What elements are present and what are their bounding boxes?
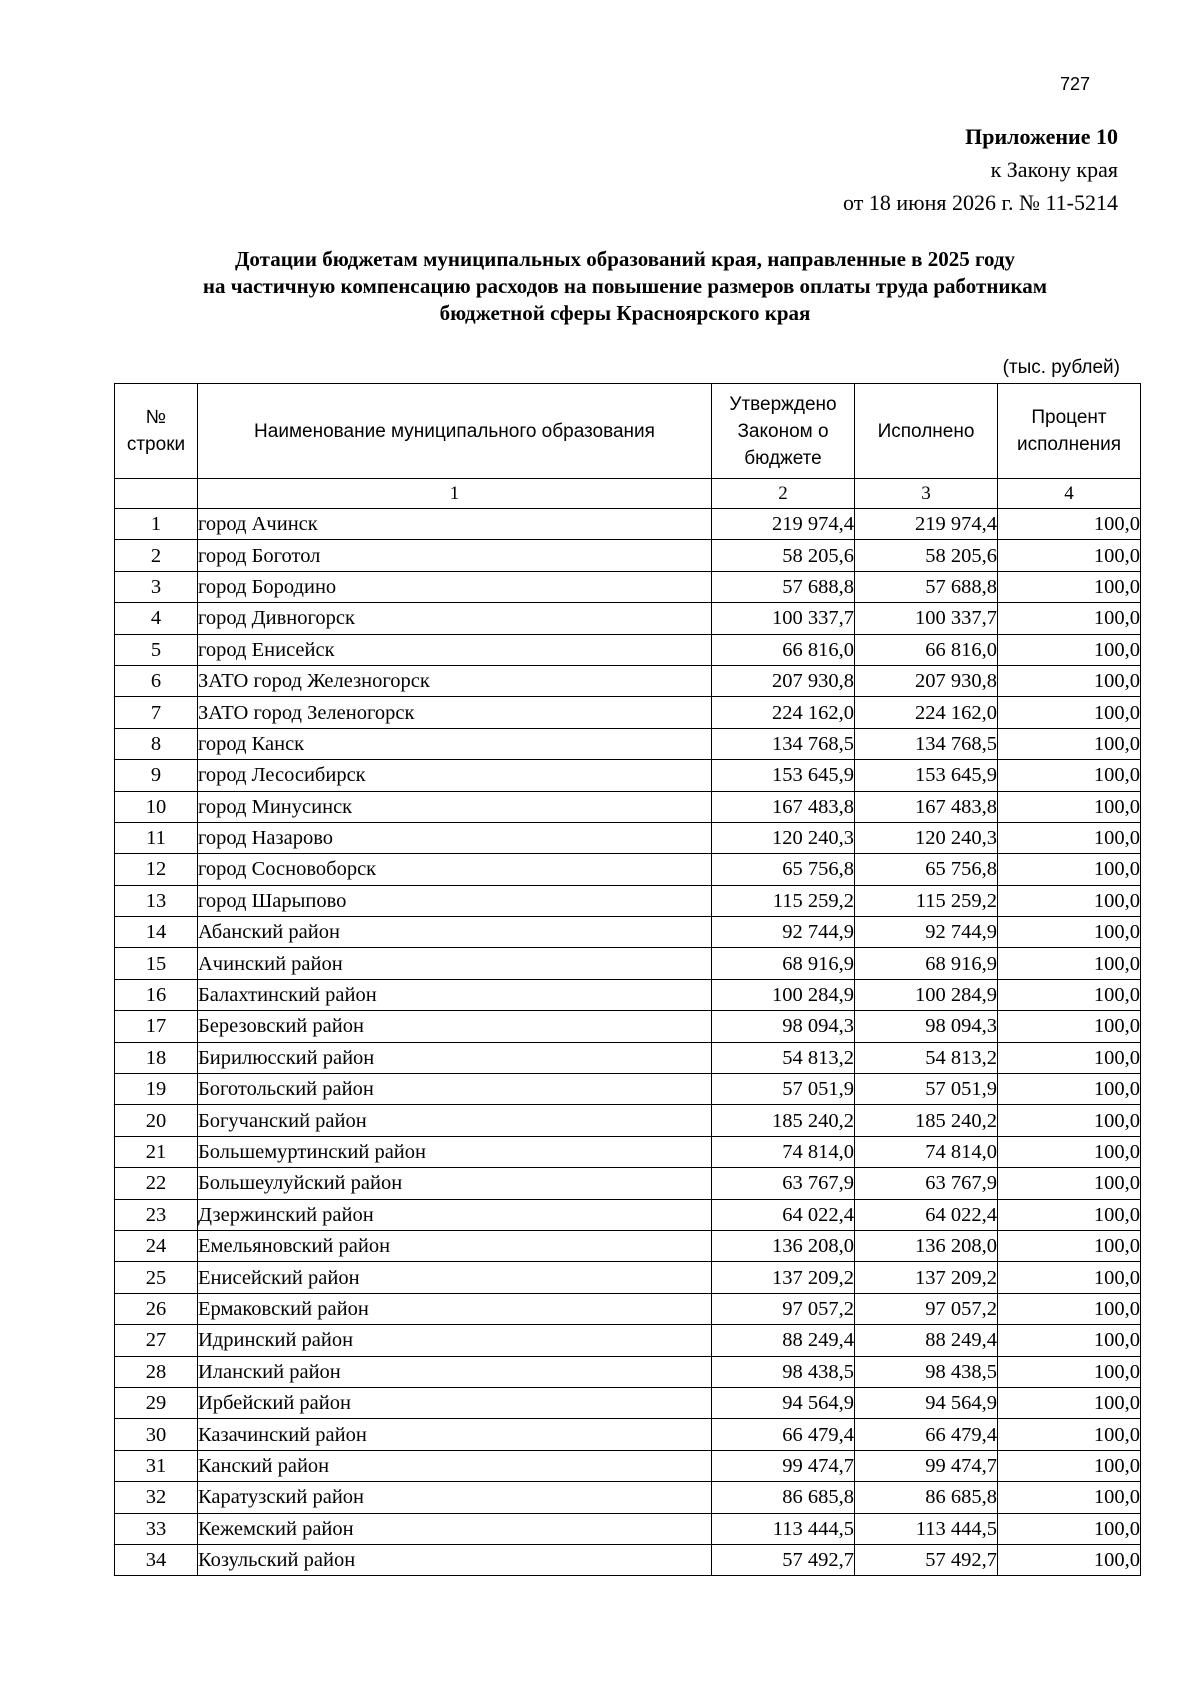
execution-percent: 100,0 <box>998 1042 1141 1073</box>
executed-amount: 65 756,8 <box>855 854 998 885</box>
municipality-name: Бирилюсский район <box>198 1042 712 1073</box>
approved-amount: 88 249,4 <box>712 1325 855 1356</box>
row-number: 32 <box>115 1482 198 1513</box>
municipality-name: город Енисейск <box>198 634 712 665</box>
approved-amount: 66 479,4 <box>712 1419 855 1450</box>
table-row <box>115 1136 1141 1167</box>
municipality-name: город Шарыпово <box>198 885 712 916</box>
row-number: 11 <box>115 822 198 853</box>
execution-percent: 100,0 <box>998 728 1141 759</box>
executed-amount: 185 240,2 <box>855 1105 998 1136</box>
row-number: 30 <box>115 1419 198 1450</box>
table-row <box>115 1042 1141 1073</box>
execution-percent: 100,0 <box>998 1168 1141 1199</box>
municipality-name: Абанский район <box>198 917 712 948</box>
table-row <box>115 603 1141 634</box>
table-row <box>115 1199 1141 1230</box>
table-row <box>115 1482 1141 1513</box>
table-row <box>115 1262 1141 1293</box>
row-number: 22 <box>115 1168 198 1199</box>
execution-percent: 100,0 <box>998 1074 1141 1105</box>
table-row <box>115 509 1141 540</box>
execution-percent: 100,0 <box>998 979 1141 1010</box>
executed-amount: 98 094,3 <box>855 1011 998 1042</box>
execution-percent: 100,0 <box>998 1482 1141 1513</box>
executed-amount: 137 209,2 <box>855 1262 998 1293</box>
executed-amount: 98 438,5 <box>855 1356 998 1387</box>
municipality-name: город Лесосибирск <box>198 760 712 791</box>
row-number: 2 <box>115 540 198 571</box>
document-title-line: бюджетной сферы Красноярского края <box>439 301 811 325</box>
municipality-name: ЗАТО город Зеленогорск <box>198 697 712 728</box>
executed-amount: 57 492,7 <box>855 1544 998 1575</box>
header-row-number: № строки <box>115 384 198 479</box>
execution-percent: 100,0 <box>998 509 1141 540</box>
execution-percent: 100,0 <box>998 1230 1141 1261</box>
executed-amount: 66 479,4 <box>855 1419 998 1450</box>
row-number: 34 <box>115 1544 198 1575</box>
municipality-name: Емельяновский район <box>198 1230 712 1261</box>
table-row <box>115 917 1141 948</box>
table-row <box>115 1293 1141 1324</box>
municipality-name: город Сосновоборск <box>198 854 712 885</box>
column-number-cell <box>115 479 198 509</box>
approved-amount: 136 208,0 <box>712 1230 855 1261</box>
approved-amount: 120 240,3 <box>712 822 855 853</box>
table-row <box>115 948 1141 979</box>
table-row <box>115 571 1141 602</box>
row-number: 4 <box>115 603 198 634</box>
approved-amount: 74 814,0 <box>712 1136 855 1167</box>
approved-amount: 66 816,0 <box>712 634 855 665</box>
approved-amount: 167 483,8 <box>712 791 855 822</box>
approved-amount: 57 492,7 <box>712 1544 855 1575</box>
table-body <box>115 509 1141 1576</box>
row-number: 3 <box>115 571 198 602</box>
execution-percent: 100,0 <box>998 1544 1141 1575</box>
executed-amount: 86 685,8 <box>855 1482 998 1513</box>
municipality-name: город Дивногорск <box>198 603 712 634</box>
approved-amount: 64 022,4 <box>712 1199 855 1230</box>
executed-amount: 54 813,2 <box>855 1042 998 1073</box>
approved-amount: 92 744,9 <box>712 917 855 948</box>
municipality-name: Козульский район <box>198 1544 712 1575</box>
execution-percent: 100,0 <box>998 1419 1141 1450</box>
executed-amount: 88 249,4 <box>855 1325 998 1356</box>
approved-amount: 94 564,9 <box>712 1387 855 1418</box>
column-number-cell: 2 <box>712 479 855 509</box>
table-row <box>115 1011 1141 1042</box>
header-approved: Утверждено Законом о бюджете <box>712 384 855 479</box>
appendix-block <box>843 120 1118 219</box>
table-row <box>115 760 1141 791</box>
approved-amount: 224 162,0 <box>712 697 855 728</box>
municipality-name: Боготольский район <box>198 1074 712 1105</box>
table-row <box>115 728 1141 759</box>
execution-percent: 100,0 <box>998 571 1141 602</box>
municipality-name: ЗАТО город Железногорск <box>198 665 712 696</box>
execution-percent: 100,0 <box>998 1513 1141 1544</box>
execution-percent: 100,0 <box>998 885 1141 916</box>
header-executed: Исполнено <box>855 384 998 479</box>
row-number: 26 <box>115 1293 198 1324</box>
approved-amount: 100 284,9 <box>712 979 855 1010</box>
executed-amount: 167 483,8 <box>855 791 998 822</box>
table-row <box>115 665 1141 696</box>
table-row <box>115 822 1141 853</box>
row-number: 10 <box>115 791 198 822</box>
execution-percent: 100,0 <box>998 603 1141 634</box>
table-row <box>115 1105 1141 1136</box>
row-number: 14 <box>115 917 198 948</box>
header-percent: Процент исполнения <box>998 384 1141 479</box>
execution-percent: 100,0 <box>998 948 1141 979</box>
executed-amount: 115 259,2 <box>855 885 998 916</box>
municipality-name: город Назарово <box>198 822 712 853</box>
row-number: 27 <box>115 1325 198 1356</box>
table-row <box>115 885 1141 916</box>
units-label: (тыс. рублей) <box>1002 357 1120 378</box>
executed-amount: 64 022,4 <box>855 1199 998 1230</box>
executed-amount: 57 688,8 <box>855 571 998 602</box>
column-number-cell: 4 <box>998 479 1141 509</box>
row-number: 19 <box>115 1074 198 1105</box>
executed-amount: 74 814,0 <box>855 1136 998 1167</box>
row-number: 15 <box>115 948 198 979</box>
executed-amount: 100 284,9 <box>855 979 998 1010</box>
execution-percent: 100,0 <box>998 540 1141 571</box>
municipality-name: Иланский район <box>198 1356 712 1387</box>
executed-amount: 153 645,9 <box>855 760 998 791</box>
row-number: 20 <box>115 1105 198 1136</box>
executed-amount: 92 744,9 <box>855 917 998 948</box>
municipality-name: Ачинский район <box>198 948 712 979</box>
appendix-title: Приложение 10 <box>965 124 1118 149</box>
municipality-name: Большеулуйский район <box>198 1168 712 1199</box>
executed-amount: 224 162,0 <box>855 697 998 728</box>
municipality-name: Кежемский район <box>198 1513 712 1544</box>
row-number: 16 <box>115 979 198 1010</box>
executed-amount: 134 768,5 <box>855 728 998 759</box>
executed-amount: 113 444,5 <box>855 1513 998 1544</box>
row-number: 7 <box>115 697 198 728</box>
row-number: 33 <box>115 1513 198 1544</box>
appendix-law-reference: к Закону края <box>990 157 1118 182</box>
table-row <box>115 1513 1141 1544</box>
municipality-name: город Боготол <box>198 540 712 571</box>
execution-percent: 100,0 <box>998 634 1141 665</box>
table-row <box>115 540 1141 571</box>
table-row <box>115 791 1141 822</box>
approved-amount: 57 688,8 <box>712 571 855 602</box>
execution-percent: 100,0 <box>998 854 1141 885</box>
approved-amount: 97 057,2 <box>712 1293 855 1324</box>
executed-amount: 63 767,9 <box>855 1168 998 1199</box>
row-number: 28 <box>115 1356 198 1387</box>
subsidy-table <box>114 383 1141 1576</box>
table-row <box>115 854 1141 885</box>
row-number: 24 <box>115 1230 198 1261</box>
row-number: 13 <box>115 885 198 916</box>
column-number-row <box>115 479 1141 509</box>
execution-percent: 100,0 <box>998 1356 1141 1387</box>
table-row <box>115 1356 1141 1387</box>
table-row <box>115 1544 1141 1575</box>
table-row <box>115 1325 1141 1356</box>
table-row <box>115 979 1141 1010</box>
approved-amount: 115 259,2 <box>712 885 855 916</box>
approved-amount: 99 474,7 <box>712 1450 855 1481</box>
municipality-name: Казачинский район <box>198 1419 712 1450</box>
row-number: 1 <box>115 509 198 540</box>
row-number: 18 <box>115 1042 198 1073</box>
executed-amount: 120 240,3 <box>855 822 998 853</box>
execution-percent: 100,0 <box>998 1387 1141 1418</box>
execution-percent: 100,0 <box>998 665 1141 696</box>
approved-amount: 63 767,9 <box>712 1168 855 1199</box>
approved-amount: 98 438,5 <box>712 1356 855 1387</box>
execution-percent: 100,0 <box>998 791 1141 822</box>
appendix-law-date: от 18 июня 2026 г. № 11-5214 <box>843 190 1118 215</box>
approved-amount: 98 094,3 <box>712 1011 855 1042</box>
table-row <box>115 1387 1141 1418</box>
municipality-name: город Канск <box>198 728 712 759</box>
executed-amount: 99 474,7 <box>855 1450 998 1481</box>
approved-amount: 219 974,4 <box>712 509 855 540</box>
municipality-name: Ермаковский район <box>198 1293 712 1324</box>
approved-amount: 153 645,9 <box>712 760 855 791</box>
row-number: 6 <box>115 665 198 696</box>
execution-percent: 100,0 <box>998 1105 1141 1136</box>
table-row <box>115 1419 1141 1450</box>
municipality-name: Большемуртинский район <box>198 1136 712 1167</box>
executed-amount: 207 930,8 <box>855 665 998 696</box>
municipality-name: Ирбейский район <box>198 1387 712 1418</box>
table-row <box>115 634 1141 665</box>
executed-amount: 97 057,2 <box>855 1293 998 1324</box>
approved-amount: 58 205,6 <box>712 540 855 571</box>
table-row <box>115 1074 1141 1105</box>
approved-amount: 68 916,9 <box>712 948 855 979</box>
approved-amount: 185 240,2 <box>712 1105 855 1136</box>
municipality-name: Балахтинский район <box>198 979 712 1010</box>
approved-amount: 113 444,5 <box>712 1513 855 1544</box>
approved-amount: 134 768,5 <box>712 728 855 759</box>
execution-percent: 100,0 <box>998 760 1141 791</box>
municipality-name: Дзержинский район <box>198 1199 712 1230</box>
executed-amount: 66 816,0 <box>855 634 998 665</box>
table-row <box>115 1168 1141 1199</box>
execution-percent: 100,0 <box>998 1199 1141 1230</box>
municipality-name: Канский район <box>198 1450 712 1481</box>
approved-amount: 100 337,7 <box>712 603 855 634</box>
execution-percent: 100,0 <box>998 1011 1141 1042</box>
approved-amount: 137 209,2 <box>712 1262 855 1293</box>
approved-amount: 207 930,8 <box>712 665 855 696</box>
execution-percent: 100,0 <box>998 697 1141 728</box>
executed-amount: 219 974,4 <box>855 509 998 540</box>
municipality-name: Богучанский район <box>198 1105 712 1136</box>
row-number: 5 <box>115 634 198 665</box>
approved-amount: 57 051,9 <box>712 1074 855 1105</box>
approved-amount: 54 813,2 <box>712 1042 855 1073</box>
approved-amount: 65 756,8 <box>712 854 855 885</box>
row-number: 8 <box>115 728 198 759</box>
executed-amount: 57 051,9 <box>855 1074 998 1105</box>
column-number-cell: 1 <box>198 479 712 509</box>
table-header-row <box>115 384 1141 479</box>
row-number: 29 <box>115 1387 198 1418</box>
row-number: 25 <box>115 1262 198 1293</box>
row-number: 21 <box>115 1136 198 1167</box>
executed-amount: 94 564,9 <box>855 1387 998 1418</box>
municipality-name: город Ачинск <box>198 509 712 540</box>
page-number: 727 <box>1060 74 1091 94</box>
document-title <box>100 246 1150 327</box>
table-row <box>115 1450 1141 1481</box>
row-number: 9 <box>115 760 198 791</box>
municipality-name: город Минусинск <box>198 791 712 822</box>
executed-amount: 100 337,7 <box>855 603 998 634</box>
approved-amount: 86 685,8 <box>712 1482 855 1513</box>
municipality-name: Березовский район <box>198 1011 712 1042</box>
document-title-line: на частичную компенсацию расходов на повышение размеров оплаты труда работникам <box>202 274 1048 298</box>
execution-percent: 100,0 <box>998 1325 1141 1356</box>
document-title-line: Дотации бюджетам муниципальных образований края, направленные в 2025 году <box>234 247 1016 271</box>
municipality-name: Енисейский район <box>198 1262 712 1293</box>
executed-amount: 68 916,9 <box>855 948 998 979</box>
execution-percent: 100,0 <box>998 822 1141 853</box>
row-number: 31 <box>115 1450 198 1481</box>
executed-amount: 58 205,6 <box>855 540 998 571</box>
municipality-name: город Бородино <box>198 571 712 602</box>
executed-amount: 136 208,0 <box>855 1230 998 1261</box>
execution-percent: 100,0 <box>998 1450 1141 1481</box>
execution-percent: 100,0 <box>998 1262 1141 1293</box>
row-number: 23 <box>115 1199 198 1230</box>
row-number: 12 <box>115 854 198 885</box>
column-number-cell: 3 <box>855 479 998 509</box>
execution-percent: 100,0 <box>998 1136 1141 1167</box>
table-row <box>115 697 1141 728</box>
row-number: 17 <box>115 1011 198 1042</box>
header-municipality-name: Наименование муниципального образования <box>198 384 712 479</box>
municipality-name: Каратузский район <box>198 1482 712 1513</box>
municipality-name: Идринский район <box>198 1325 712 1356</box>
execution-percent: 100,0 <box>998 1293 1141 1324</box>
table-row <box>115 1230 1141 1261</box>
execution-percent: 100,0 <box>998 917 1141 948</box>
